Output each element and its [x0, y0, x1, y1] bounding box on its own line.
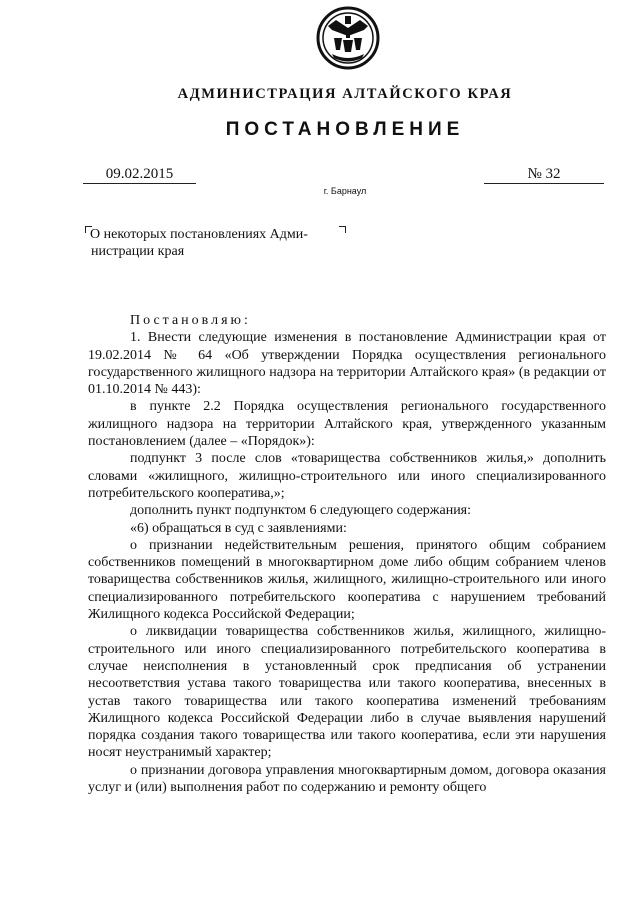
document-subject — [90, 226, 350, 260]
resolve-paragraph: Постановляю: — [130, 313, 251, 328]
city-name: г. Барнаул — [323, 186, 367, 196]
body-paragraph: о ликвидации товарищества собственников жилья, жилищного, жилищно-строительного или иного специализированного потребительского кооператива в случае неисполнения в установленный срок предписания об устранении несоответствия устава такого товарищества или такого кооператива, внесенных в устав такого товарищества или такого кооператива изменений требованиям Жилищного кодекса Российской Федерации либо в случае выявления нарушений порядка создания такого товарищества или такого кооператива, если эти нарушения носят неустранимый характер; — [88, 624, 606, 761]
body-paragraph: подпункт 3 после слов «товарищества собственников жилья,» дополнить словами «жилищного, жилищно-строительного или иного специализированного потребительского кооператива,»; — [88, 451, 606, 501]
subject-line: нистрации края — [91, 244, 185, 259]
body-paragraph: 1. Внести следующие изменения в постановление Администрации края от 19.02.2014 № 64 «Об утверждении Порядка осуществления регионального государственного жилищного надзора на территории Алтайского края» (в редакции от 01.10.2014 № 443): — [88, 330, 606, 398]
body-paragraph: «6) обращаться в суд с заявлениями: — [130, 520, 347, 536]
body-paragraph: о признании договора управления многоквартирным домом, договора оказания услуг и (или) выполнения работ по содержанию и ремонту общего — [88, 762, 606, 796]
body-paragraph: дополнить пункт подпунктом 6 следующего содержания: — [130, 503, 472, 519]
body-paragraph: в пункте 2.2 Порядка осуществления регионального государственного жилищного надзора на территории Алтайского края, утвержденного указанным постановлением (далее – «Порядок»): — [88, 399, 606, 450]
organization-name: АДМИНИСТРАЦИЯ АЛТАЙСКОГО КРАЯ — [177, 86, 513, 102]
body-paragraph: о признании недействительным решения, принятого общим собранием собственников помещений в многоквартирном доме либо общим собранием членов товарищества собственников жилья, жилищного, жилищно-строительного или иного специализированного потребительского кооператива с нарушением требований Жилищного кодекса Российской Федерации; — [88, 537, 606, 623]
document-type: ПОСТАНОВЛЕНИЕ — [225, 119, 465, 140]
coat-of-arms-emblem — [316, 6, 380, 72]
document-date: 09.02.2015 — [83, 166, 196, 184]
document-body — [88, 312, 606, 796]
document-number: № 32 — [484, 166, 604, 184]
subject-line: О некоторых постановлениях Адми- — [90, 227, 308, 242]
